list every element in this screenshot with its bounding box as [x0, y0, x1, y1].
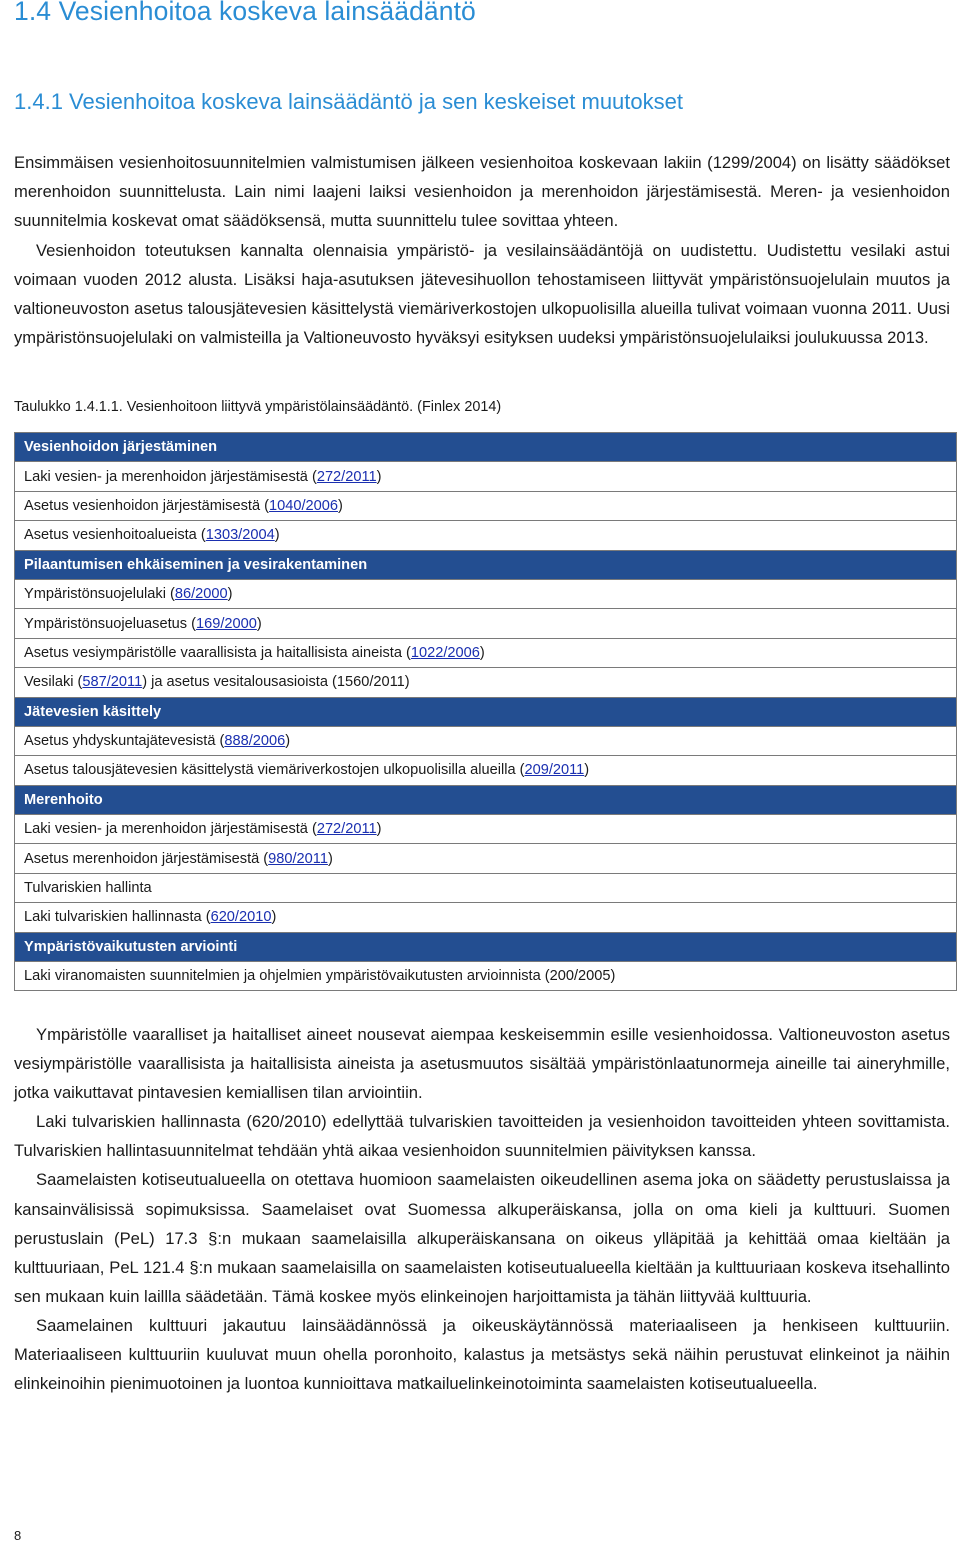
legislation-table [14, 432, 957, 991]
law-link[interactable]: 888/2006 [224, 733, 286, 750]
law-text: Asetus merenhoidon järjestämisestä ( [24, 850, 269, 867]
table-row [15, 462, 957, 491]
table-row [15, 521, 957, 550]
section-title: Jätevesien käsittely [15, 697, 957, 726]
table-row [15, 756, 957, 785]
law-entry [15, 609, 957, 638]
law-link[interactable]: 1022/2006 [410, 644, 480, 661]
section-heading: 1.4 Vesienhoitoa koskeva lainsäädäntö [14, 0, 476, 26]
table-row [15, 903, 957, 932]
law-entry [15, 521, 957, 550]
law-text: ) [376, 821, 382, 838]
table-section-header [15, 433, 957, 462]
table-section-header [15, 785, 957, 814]
body-paragraph: Saamelaisten kotiseutualueella on otettava huomioon saamelaisten oikeudellinen asema joka on säädetty perustuslaissa ja kansainvälisissä sopimuksissa. Saamelaiset ovat Suomessa alkuperäiskansa, jolla on oma kieli ja kulttuuri. Suomen perustuslain (PeL) 17.3 §:n mukaan saamelaisilla alkuperäiskansana on oikeus ylläpitää ja kehittää omaa kieltään ja kulttuuriaan, PeL 121.4 §:n mukaan saamelaisilla on saamelaisten kotiseutualueella kieltään ja kulttuuriaan koskeva itsehallinto sen mukaan kuin laillla säädetään. Tämä koskee myös elinkeinojen harjoittamista ja tähän liittyvää kulttuuria. [14, 1170, 950, 1306]
table-row [15, 491, 957, 520]
law-entry [15, 668, 957, 697]
section-title: Merenhoito [15, 785, 957, 814]
law-entry [15, 638, 957, 667]
law-text: Asetus vesienhoitoalueista ( [24, 527, 206, 544]
law-text: ) [256, 615, 262, 632]
section-title: Vesienhoidon järjestäminen [15, 433, 957, 462]
law-text: Laki vesien- ja merenhoidon järjestämisestä ( [24, 468, 317, 485]
law-link[interactable]: 1040/2006 [268, 497, 338, 514]
table-row [15, 962, 957, 991]
table-row [15, 609, 957, 638]
table-caption: Taulukko 1.4.1.1. Vesienhoitoon liittyvä ympäristölainsäädäntö. (Finlex 2014) [14, 399, 502, 415]
law-text: ) [274, 527, 280, 544]
law-text: Vesilaki ( [24, 674, 83, 691]
section-title: Tulvariskien hallinta [15, 873, 957, 902]
law-text: ) [327, 850, 333, 867]
body-paragraph: Laki tulvariskien hallinnasta (620/2010) edellyttää tulvariskien tavoitteiden ja vesienhoidon tavoitteiden yhteen sovittamista. Tulvariskien hallintasuunnitelmat tehdään yhtä aikaa vesienhoidon suunnitelmien päivityksen kanssa. [14, 1112, 950, 1161]
body-text [14, 1020, 950, 1398]
law-text: ) [271, 909, 277, 926]
law-text: Laki vesien- ja merenhoidon järjestämisestä ( [24, 821, 317, 838]
law-text: ) [376, 468, 382, 485]
law-text: ) [479, 644, 485, 661]
table-row [15, 844, 957, 873]
law-entry [15, 903, 957, 932]
page-number: 8 [14, 1528, 22, 1543]
law-entry [15, 462, 957, 491]
law-entry [15, 756, 957, 785]
law-entry [15, 726, 957, 755]
law-text: ) [584, 762, 590, 779]
law-text: Laki tulvariskien hallinnasta ( [24, 909, 211, 926]
law-text: ) [337, 497, 343, 514]
subsection-heading: 1.4.1 Vesienhoitoa koskeva lainsäädäntö ja sen keskeiset muutokset [14, 89, 683, 114]
law-link[interactable]: 209/2011 [524, 762, 585, 779]
section-title: Ympäristövaikutusten arviointi [15, 932, 957, 961]
table-row [15, 815, 957, 844]
intro-paragraph: Vesienhoidon toteutuksen kannalta olennaisia ympäristö- ja vesilainsäädäntöjä on uudistettu. Uudistettu vesilaki astui voimaan vuoden 2012 alusta. Lisäksi haja-asutuksen jätevesihuollon tehostamiseen liittyvät ympäristönsuojelulain muutos ja valtioneuvoston asetus talousjätevesien käsittelystä viemäriverkostojen ulkopuolisilla alueilla tulivat voimaan vuonna 2011. Uusi ympäristönsuojelulaki on valmisteilla ja Valtioneuvosto hyväksyi esityksen uudeksi ympäristönsuojelulaiksi joulukuussa 2013. [14, 240, 950, 348]
body-paragraph: Ympäristölle vaaralliset ja haitalliset aineet nousevat aiempaa keskeisemmin esille vesienhoidossa. Valtioneuvoston asetus vesiympäristölle vaarallisista ja haitallisista aineista ja asetusmuutos sisältää ympäristönlaatunormeja aineille tai aineryhmille, jotka vaikuttavat pintavesien kemiallisen tilan arviointiin. [14, 1025, 950, 1103]
law-link[interactable]: 169/2000 [195, 615, 257, 632]
law-entry [15, 962, 957, 991]
law-entry [15, 844, 957, 873]
law-entry [15, 491, 957, 520]
law-link[interactable]: 1303/2004 [205, 527, 275, 544]
section-title: Pilaantumisen ehkäiseminen ja vesirakentaminen [15, 550, 957, 579]
table-row [15, 668, 957, 697]
law-link[interactable]: 86/2000 [174, 586, 228, 603]
law-text: Laki viranomaisten suunnitelmien ja ohjelmien ympäristövaikutusten arvioinnista (200/2005) [24, 968, 616, 985]
law-link[interactable]: 980/2011 [268, 850, 328, 867]
law-entry [15, 579, 957, 608]
law-link[interactable]: 620/2010 [210, 909, 272, 926]
law-link[interactable]: 272/2011 [316, 821, 377, 838]
law-text: ) [227, 586, 233, 603]
table-section-header [15, 932, 957, 961]
law-text: Asetus vesiympäristölle vaarallisista ja haitallisista aineista ( [24, 644, 411, 661]
law-entry [15, 815, 957, 844]
body-paragraph: Saamelainen kulttuuri jakautuu lainsäädännössä ja oikeuskäytännössä materiaaliseen ja henkiseen kulttuuriin. Materiaaliseen kulttuuriin kuuluvat muun ohella poronhoito, kalastus ja metsästys sekä näihin perustuvat elinkeinot ja näihin elinkeinoihin pienimuotoinen ja luontoa kunnioittava matkailuelinkeinotoiminta saamelaisten kotiseutualueella. [14, 1315, 950, 1394]
table-row [15, 638, 957, 667]
law-text: ) [285, 733, 291, 750]
table-row [15, 579, 957, 608]
law-link[interactable]: 587/2011 [82, 674, 143, 691]
law-text: Asetus yhdyskuntajätevesistä ( [24, 733, 225, 750]
intro-paragraph: Ensimmäisen vesienhoitosuunnitelmien valmistumisen jälkeen vesienhoitoa koskevaan lakiin (1299/2004) on lisätty säädökset merenhoidon suunnittelusta. Lain nimi laajeni laiksi vesienhoidon ja merenhoidon järjestämisestä. Meren- ja vesienhoidon suunnitelmia koskevat omat säädöksensä, mutta suunnittelu tulee sovittaa yhteen. [14, 153, 950, 231]
table-section-header [15, 697, 957, 726]
law-link[interactable]: 272/2011 [316, 468, 377, 485]
law-text: Ympäristönsuojeluasetus ( [24, 615, 196, 632]
intro-text [14, 148, 950, 352]
law-text: Asetus talousjätevesien käsittelystä viemäriverkostojen ulkopuolisilla alueilla ( [24, 762, 525, 779]
table-row [15, 726, 957, 755]
law-text: ) ja asetus vesitalousasioista (1560/2011) [142, 674, 410, 691]
table-section-header [15, 550, 957, 579]
law-text: Asetus vesienhoidon järjestämisestä ( [24, 497, 269, 514]
law-text: Ympäristönsuojelulaki ( [24, 586, 175, 603]
table-row [15, 873, 957, 902]
